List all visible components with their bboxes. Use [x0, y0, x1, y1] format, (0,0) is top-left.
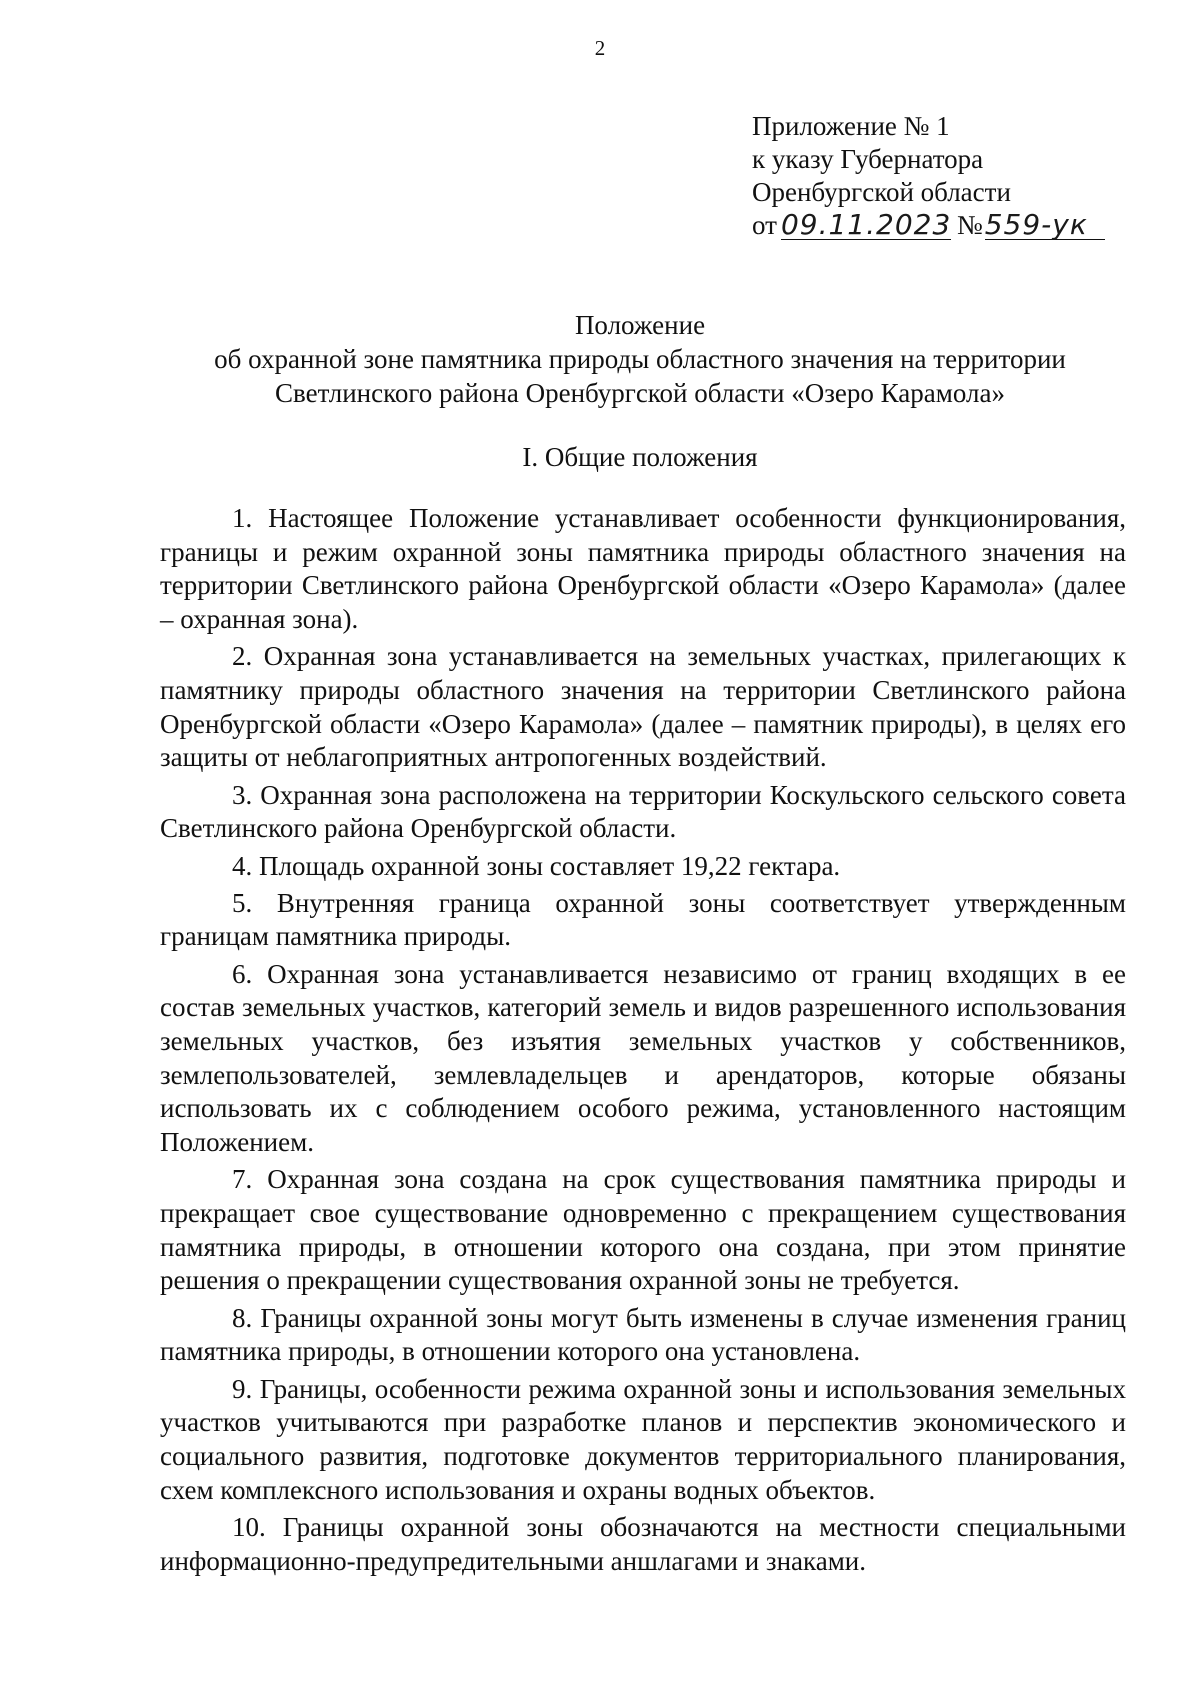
appendix-region-line: Оренбургской области [752, 177, 1011, 207]
number-prefix: № [956, 210, 983, 240]
paragraph: 9. Границы, особенности режима охранной зоны и использования земельных участков учитываются при разработке планов и перспектив экономического и социального развития, подготовке документов территориального планирования, схем комплексного использования и охраны водных объектов. [160, 1373, 1126, 1505]
section-heading: I. Общие положения [522, 442, 758, 472]
document-body [160, 502, 1126, 1578]
paragraph: 7. Охранная зона создана на срок существования памятника природы и прекращает свое существование одновременно с прекращением существования памятника природы, в отношении которого она создана, при этом принятие решения о прекращении существования охранной зоны не требуется. [160, 1164, 1126, 1296]
appendix-title: Приложение № 1 [752, 111, 950, 141]
handwritten-date: 09.11.2023 [780, 208, 952, 241]
date-prefix: от [752, 210, 777, 240]
paragraph: 3. Охранная зона расположена на территории Коскульского сельского совета Светлинского района Оренбургской области. [160, 779, 1126, 844]
paragraph: 2. Охранная зона устанавливается на земельных участках, прилегающих к памятнику природы областного значения на территории Светлинского района Оренбургской области «Озеро Карамола» (далее – памятник природы), в целях его защиты от неблагоприятных антропогенных воздействий. [160, 641, 1126, 773]
paragraph: 1. Настоящее Положение устанавливает особенности функционирования, границы и режим охранной зоны памятника природы областного значения на территории Светлинского района Оренбургской области «Озеро Карамола» (далее – охранная зона). [160, 503, 1126, 635]
handwritten-number: 559-ук [985, 211, 1105, 240]
appendix-block [752, 110, 1152, 242]
page-number: 2 [594, 36, 606, 60]
appendix-decree-line: к указу Губернатора [752, 144, 984, 174]
paragraph: 6. Охранная зона устанавливается независимо от границ входящих в ее состав земельных участков, категорий земель и видов разрешенного использования земельных участков, без изъятия земельных участков у собственников, землепользователей, землевладельцев и арендаторов, которые обязаны использовать их с соблюдением особого режима, установленного настоящим Положением. [160, 958, 1126, 1158]
title-line-1: Положение [574, 310, 706, 340]
title-line-3: Светлинского района Оренбургской области «Озеро Карамола» [275, 378, 1005, 408]
paragraph: 5. Внутренняя граница охранной зоны соответствует утвержденным границам памятника природы. [160, 887, 1126, 952]
paragraph: 10. Границы охранной зоны обозначаются на местности специальными информационно-предупредительными аншлагами и знаками. [160, 1511, 1126, 1576]
title-line-2: об охранной зоне памятника природы областного значения на территории [214, 344, 1066, 374]
document-title [160, 308, 1120, 410]
appendix-date-line [752, 209, 1152, 242]
paragraph: 8. Границы охранной зоны могут быть изменены в случае изменения границ памятника природы, в отношении которого она установлена. [160, 1302, 1126, 1367]
paragraph: 4. Площадь охранной зоны составляет 19,22 гектара. [232, 850, 841, 881]
